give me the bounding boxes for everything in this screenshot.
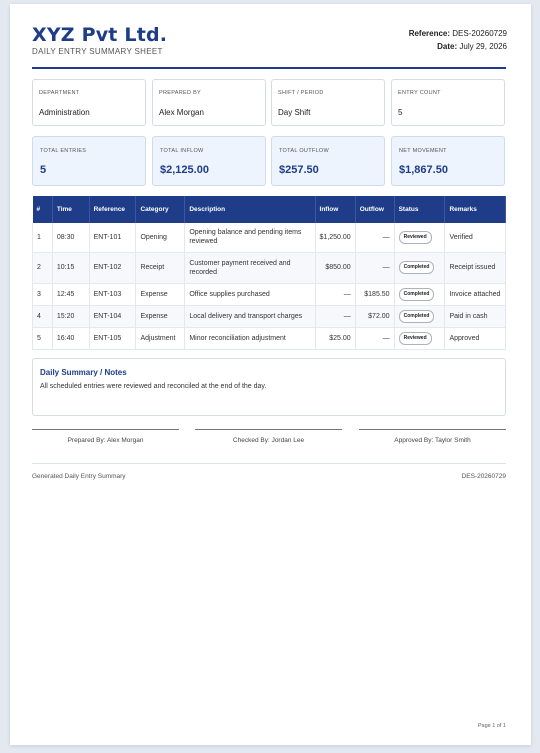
cell-reference: ENT-102 [89,252,136,283]
column-header: Description [185,196,315,223]
header-divider [32,67,506,69]
column-header: # [33,196,53,223]
status-badge: Completed [399,288,435,301]
column-header: Category [136,196,185,223]
cell-inflow: — [315,305,355,327]
cell-category: Expense [136,283,185,305]
card-value: 5 [398,108,403,117]
signature-prepared: Prepared By: Alex Morgan [32,429,179,444]
cell-category: Receipt [136,252,185,283]
cell-inflow: $850.00 [315,252,355,283]
column-header: Outflow [355,196,394,223]
notes-title: Daily Summary / Notes [40,368,127,377]
cell-number: 2 [33,252,53,283]
column-header: Remarks [445,196,506,223]
cell-description: Local delivery and transport charges [185,305,315,327]
cell-remarks: Approved [445,327,506,349]
cell-time: 15:20 [52,305,89,327]
table-row [33,252,506,283]
status-badge: Reviewed [399,332,432,345]
column-header: Time [52,196,89,223]
stat-value: 5 [40,164,47,176]
column-header: Reference [89,196,136,223]
cell-number: 4 [33,305,53,327]
date-value: July 29, 2026 [459,42,507,51]
cell-description: Minor reconciliation adjustment [185,327,315,349]
table-header-row [33,196,506,223]
card-label: PREPARED BY [159,90,202,96]
net-movement-card [391,136,505,186]
cell-time: 10:15 [52,252,89,283]
cell-outflow: — [355,327,394,349]
cell-inflow: $1,250.00 [315,223,355,252]
card-label: SHIFT / PERIOD [278,90,324,96]
card-value: Alex Morgan [159,108,204,117]
cell-status [394,327,445,349]
table-row [33,305,506,327]
document-subtitle: DAILY ENTRY SUMMARY SHEET [32,47,163,56]
cell-category: Expense [136,305,185,327]
cell-number: 5 [33,327,53,349]
table-row [33,283,506,305]
cell-reference: ENT-105 [89,327,136,349]
cell-category: Adjustment [136,327,185,349]
table-row [33,223,506,252]
cell-outflow: — [355,223,394,252]
status-badge: Reviewed [399,231,432,244]
signature-approved: Approved By: Taylor Smith [359,429,506,444]
card-value: Administration [39,108,90,117]
stat-value: $1,867.50 [399,164,448,176]
total-inflow-card [152,136,266,186]
footer-generated-text: Generated Daily Entry Summary [32,473,126,480]
card-label: DEPARTMENT [39,90,80,96]
card-value: Day Shift [278,108,311,117]
date-label: Date: [437,42,458,51]
document-meta [409,27,507,53]
company-name: XYZ Pvt Ltd. [32,24,168,46]
document-page [10,4,531,745]
shift-card [271,79,385,126]
cell-status [394,283,445,305]
column-header: Inflow [315,196,355,223]
cell-inflow: — [315,283,355,305]
cell-time: 08:30 [52,223,89,252]
footer-reference: DES-20260729 [461,473,506,480]
prepared-by-card [152,79,266,126]
stat-label: NET MOVEMENT [399,148,447,154]
page-number: Page 1 of 1 [477,723,506,729]
stat-label: TOTAL OUTFLOW [279,148,329,154]
reference-label: Reference: [408,29,451,38]
cell-status [394,305,445,327]
cell-reference: ENT-104 [89,305,136,327]
cell-status [394,252,445,283]
notes-panel [32,358,506,416]
cell-remarks: Receipt issued [445,252,506,283]
cell-remarks: Verified [445,223,506,252]
total-entries-card [32,136,146,186]
entry-count-card [391,79,505,126]
table-row [33,327,506,349]
status-badge: Completed [399,310,435,323]
cell-remarks: Paid in cash [445,305,506,327]
footer-divider [32,463,506,464]
notes-text: All scheduled entries were reviewed and reconciled at the end of the day. [40,383,267,390]
cell-remarks: Invoice attached [445,283,506,305]
column-header: Status [394,196,445,223]
cell-number: 1 [33,223,53,252]
status-badge: Completed [399,261,435,274]
entries-table [32,196,506,350]
cell-reference: ENT-103 [89,283,136,305]
cell-status [394,223,445,252]
reference-value: DES-20260729 [452,29,507,38]
cell-reference: ENT-101 [89,223,136,252]
cell-inflow: $25.00 [315,327,355,349]
card-label: ENTRY COUNT [398,90,441,96]
cell-description: Customer payment received and recorded [185,252,315,283]
stat-label: TOTAL INFLOW [160,148,204,154]
department-card [32,79,146,126]
cell-outflow: $72.00 [355,305,394,327]
cell-outflow: — [355,252,394,283]
cell-description: Office supplies purchased [185,283,315,305]
cell-number: 3 [33,283,53,305]
cell-outflow: $185.50 [355,283,394,305]
stat-value: $257.50 [279,164,319,176]
stat-label: TOTAL ENTRIES [40,148,87,154]
total-outflow-card [271,136,385,186]
cell-category: Opening [136,223,185,252]
stat-value: $2,125.00 [160,164,209,176]
cell-time: 16:40 [52,327,89,349]
cell-time: 12:45 [52,283,89,305]
cell-description: Opening balance and pending items reviewed [185,223,315,252]
signature-checked: Checked By: Jordan Lee [195,429,342,444]
